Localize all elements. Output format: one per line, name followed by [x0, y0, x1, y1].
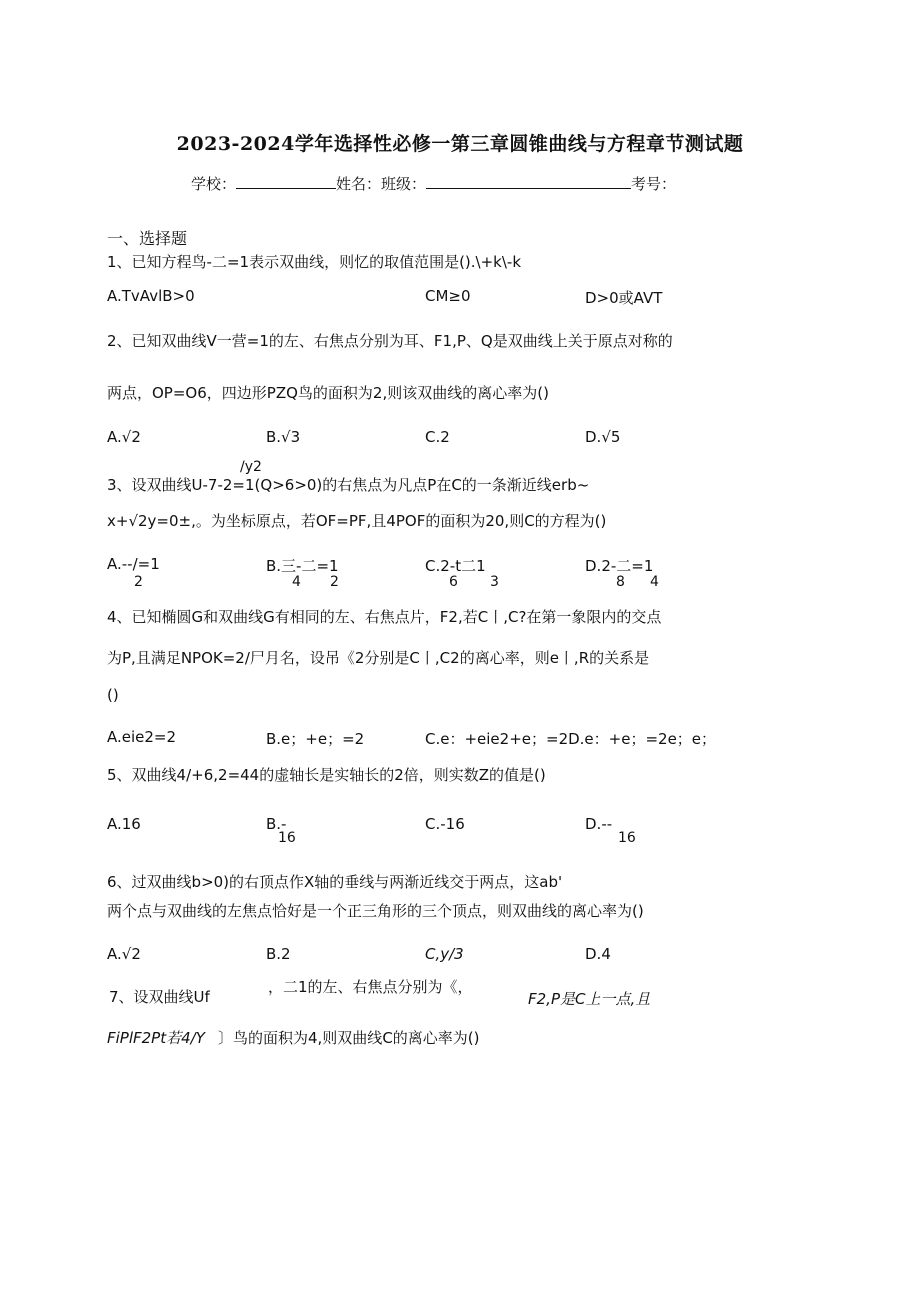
q1-option-d: D>0或AVT [585, 289, 663, 307]
question-2-line1: 2、已知双曲线V一营=1的左、右焦点分别为耳、F1,P、Q是双曲线上关于原点对称的 [107, 332, 673, 350]
question-6-line2: 两个点与双曲线的左焦点恰好是一个正三角形的三个顶点，则双曲线的离心率为() [107, 902, 644, 920]
q6-option-d: D.4 [585, 945, 611, 963]
q6-option-a: A.√2 [107, 945, 141, 963]
question-3-line2: x+√2y=0±,。为坐标原点，若OF=PF,且4POF的面积为20,则C的方程为() [107, 512, 607, 530]
question-2-line2: 两点，OP=O6，四边形PZQ鸟的面积为2,则该双曲线的离心率为() [107, 384, 549, 402]
q3-sub-d2: 4 [650, 574, 659, 590]
q1-option-c: CM≥0 [425, 287, 471, 305]
q2-option-b: B.√3 [266, 428, 301, 446]
class-blank [426, 174, 631, 189]
q6-option-c: C,y/3 [425, 945, 464, 963]
question-4-line2: 为P,且满足NPOK=2/尸月名，设吊《2分别是C丨,C2的离心率，则e丨,R的关系是 [107, 649, 650, 667]
q3-sub-b1: 4 [292, 574, 301, 590]
q3-sub-c1: 6 [449, 574, 458, 590]
q5-sub-b: 16 [278, 830, 296, 846]
q6-option-b: B.2 [266, 945, 291, 963]
info-row [191, 173, 676, 194]
question-7-line1-end: F2,P是C上一点,且 [528, 990, 651, 1008]
school-blank [236, 174, 336, 189]
q5-option-d: D.-- [585, 815, 613, 833]
q5-option-a: A.16 [107, 815, 141, 833]
q3-option-c: C.2-t二1 [425, 557, 486, 575]
q3-sub-d1: 8 [616, 574, 625, 590]
question-7-line2-end: 〕鸟的面积为4,则双曲线C的离心率为() [218, 1029, 480, 1047]
q2-option-d: D.√5 [585, 428, 621, 446]
school-label: 学校： [191, 175, 237, 193]
question-6-line1: 6、过双曲线b>0)的右顶点作X轴的垂线与两渐近线交于两点，这ab' [107, 873, 563, 891]
q3-option-a: A.--/=1 [107, 555, 160, 573]
question-7-line1-mid: ，二1的左、右焦点分别为《， [268, 978, 473, 996]
question-4-line3: () [107, 686, 119, 704]
page-title: 2023-2024学年选择性必修一第三章圆锥曲线与方程章节测试题 [176, 133, 744, 155]
question-4-line1: 4、已知椭圆G和双曲线G有相同的左、右焦点片，F2,若C丨,C?在第一象限内的交点 [107, 608, 662, 626]
q3-option-b: B.三-二=1 [266, 557, 339, 575]
q2-option-c: C.2 [425, 428, 450, 446]
q4-option-b: B.e；+e；=2 [266, 730, 365, 748]
q3-option-d: D.2-二=1 [585, 557, 654, 575]
q1-option-a: A.TvAvlB>0 [107, 287, 195, 305]
q3-sub-a: 2 [134, 574, 143, 590]
q3-superscript: /y2 [240, 459, 262, 475]
question-5: 5、双曲线4/+6,2=44的虚轴长是实轴长的2倍，则实数Z的值是() [107, 766, 546, 784]
question-7-line2-start: FiPlF2Pt若4/Y [107, 1029, 205, 1047]
q5-sub-d: 16 [618, 830, 636, 846]
q3-sub-b2: 2 [330, 574, 339, 590]
question-1: 1、已知方程鸟-二=1表示双曲线，则忆的取值范围是().\+k\-k [107, 253, 522, 271]
q5-option-c: C.-16 [425, 815, 465, 833]
q5-option-b: B.- [266, 815, 287, 833]
question-7-line1-start: 7、设双曲线Uf [109, 988, 210, 1006]
name-class-label: 姓名：班级： [336, 175, 427, 193]
question-3-line1: 3、设双曲线U-7-2=1(Q>6>0)的右焦点为凡点P在C的一条渐近线erb~ [107, 476, 590, 494]
section-heading: 一、选择题 [107, 229, 188, 248]
q3-sub-c2: 3 [490, 574, 499, 590]
q4-option-a: A.eie2=2 [107, 728, 177, 746]
q2-option-a: A.√2 [107, 428, 141, 446]
exam-no-label: 考号： [631, 175, 677, 193]
q4-option-cd: C.e：+eie2+e；=2D.e：+e；=2e；e； [425, 730, 717, 748]
